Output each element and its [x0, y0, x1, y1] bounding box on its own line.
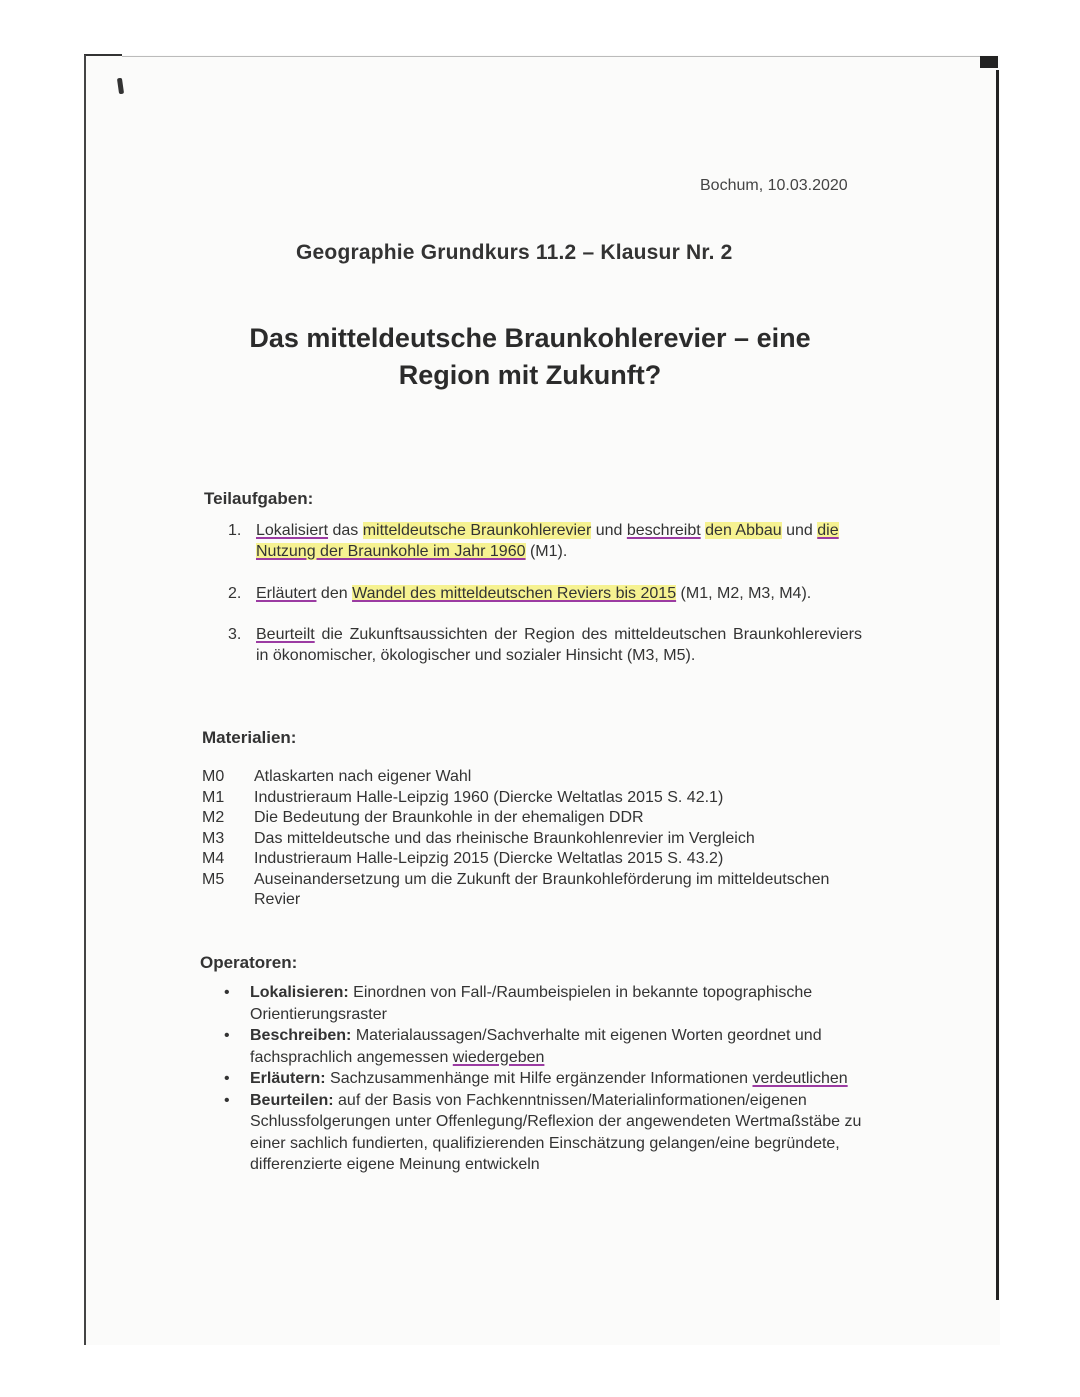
course-heading: Geographie Grundkurs 11.2 – Klausur Nr. 2: [296, 241, 733, 264]
operator-term: Beurteilen:: [250, 1091, 334, 1109]
material-code: M1: [202, 788, 225, 806]
list-item: [202, 767, 842, 788]
teilaufgaben-heading: Teilaufgaben:: [204, 489, 314, 508]
underlined-word: verdeutlichen: [752, 1070, 848, 1087]
highlighted-text: den Abbau: [705, 522, 782, 539]
task-number: 3.: [228, 626, 242, 643]
bullet-icon: •: [224, 1091, 230, 1109]
list-item: [202, 829, 842, 850]
highlighted-text: mitteldeutsche Braunkohlerevier: [362, 522, 592, 539]
list-item: [202, 870, 842, 911]
operator-term: Erläutern:: [250, 1070, 326, 1087]
document-date: Bochum, 10.03.2020: [700, 177, 848, 194]
task-text: [256, 583, 862, 604]
task-number: 2.: [228, 585, 242, 602]
task-verb: beschreibt: [626, 522, 701, 539]
task-text-part: die Zukunftsaussichten der Region des mitteldeutschen Braunkohlereviers in ökonomischer, ökologischer und sozialer Hinsicht (M3, M5).: [256, 626, 862, 664]
list-item: [202, 849, 842, 870]
task-text: [256, 624, 862, 666]
task-verb: Erläutert: [256, 585, 317, 602]
exam-title-line2: Region mit Zukunft?: [398, 360, 662, 390]
material-text: Das mitteldeutsche und das rheinische Braunkohlenrevier im Vergleich: [254, 829, 755, 847]
list-item: [222, 982, 870, 1025]
paper-edge-left: [84, 55, 86, 1345]
operatoren-heading: Operatoren:: [200, 953, 298, 972]
materialien-heading: Materialien:: [202, 728, 297, 747]
task-number: 1.: [228, 522, 242, 539]
exam-title-line1: Das mitteldeutsche Braunkohlerevier – eine: [249, 323, 811, 353]
material-text: Die Bedeutung der Braunkohle in der ehemaligen DDR: [254, 809, 644, 826]
exam-title: [180, 320, 880, 394]
materials-list: [202, 767, 842, 911]
task-verb: Lokalisiert: [256, 522, 329, 539]
operator-definition: Materialaussagen/Sachverhalte mit eigenen Worten geordnet und fachsprachlich angemessen: [250, 1027, 822, 1066]
operator-term: Beschreiben:: [250, 1027, 352, 1044]
task-text-part: den: [316, 585, 353, 602]
bullet-icon: •: [224, 1070, 230, 1087]
bullet-icon: •: [224, 1027, 230, 1044]
material-code: M3: [202, 829, 225, 847]
highlighted-text: Wandel des mitteldeutschen Reviers bis 2015: [352, 585, 677, 602]
paper-edge-right: [996, 70, 999, 1300]
task-verb: Beurteilt: [256, 626, 315, 643]
operators-list: [222, 982, 870, 1176]
material-code: M0: [202, 768, 225, 785]
task-text-part: und: [781, 522, 818, 539]
operator-term: Lokalisieren:: [250, 984, 349, 1001]
underlined-word: wiedergeben: [452, 1048, 545, 1066]
bullet-icon: •: [224, 984, 230, 1001]
list-item: [202, 788, 842, 809]
material-text: Auseinandersetzung um die Zukunft der Braunkohleförderung im mitteldeutschen Revier: [254, 870, 830, 908]
list-item: [222, 1068, 870, 1090]
task-1: [228, 520, 862, 562]
task-text: [256, 520, 862, 562]
list-item: [222, 1025, 870, 1068]
list-item: [222, 1090, 870, 1176]
highlighted-text: die Nutzung der Braunkohle im Jahr 1960: [256, 522, 839, 560]
paper-edge-top: [84, 54, 122, 56]
task-2: [228, 583, 862, 604]
task-text-part: das: [328, 522, 363, 539]
material-code: M4: [202, 850, 225, 867]
task-text-part: (M1).: [525, 543, 568, 560]
operator-definition: Sachzusammenhänge mit Hilfe ergänzender Informationen: [325, 1070, 753, 1087]
material-code: M2: [202, 809, 225, 826]
task-text-part: und: [591, 522, 627, 539]
operator-definition: auf der Basis von Fachkenntnissen/Materialinformationen/eigenen Schlussfolgerungen unter Offenlegung/Reflexion der angewendeten Wertmaßstäbe zu einer sachlich fundierten, qualifizierenden Einschätzung gelangen/eine begründete, differenzierte eigene Meinung entwickeln: [250, 1091, 862, 1173]
task-3: [228, 624, 862, 666]
paper-edge-top-shadow: [122, 56, 982, 57]
operator-definition: Einordnen von Fall-/Raumbeispielen in bekannte topographische Orientierungsraster: [250, 984, 813, 1023]
corner-mark: [980, 56, 998, 68]
material-code: M5: [202, 870, 225, 888]
list-item: [202, 808, 842, 829]
material-text: Industrieraum Halle-Leipzig 2015 (Diercke Weltatlas 2015 S. 43.2): [254, 850, 724, 867]
material-text: Industrieraum Halle-Leipzig 1960 (Diercke Weltatlas 2015 S. 42.1): [254, 788, 724, 806]
task-text-part: (M1, M2, M3, M4).: [676, 585, 812, 602]
material-text: Atlaskarten nach eigener Wahl: [254, 768, 472, 785]
